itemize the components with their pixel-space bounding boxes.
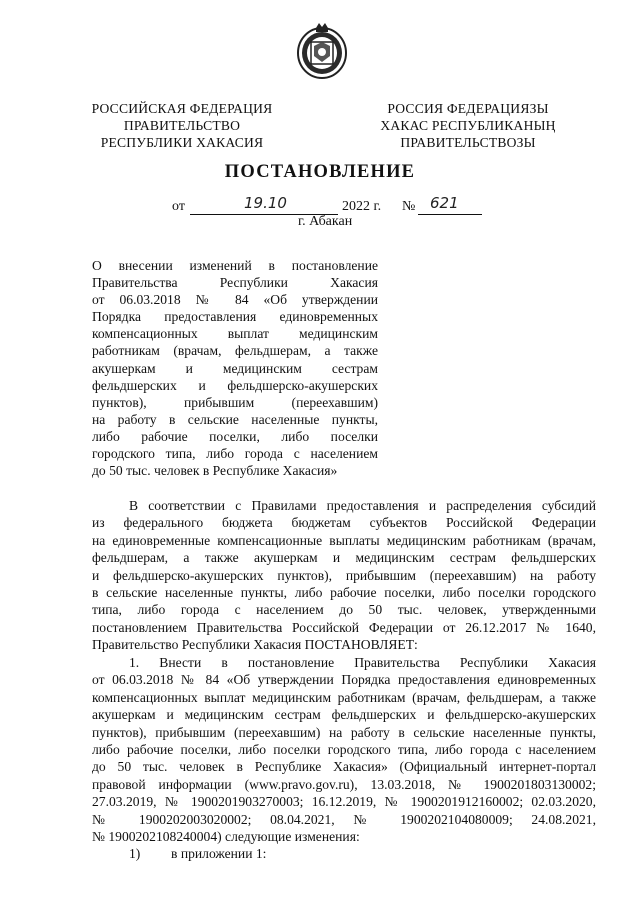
subject-line: до 50 тыс. человек в Республике Хакасия»	[92, 463, 338, 479]
subject-line: компенсационных выплат медицинским	[92, 326, 378, 342]
date-handwritten: 19.10	[244, 194, 287, 212]
clause-line: от 06.03.2018 № 84 «Об утверждении Порядка предоставления единовременных	[92, 672, 596, 688]
preamble-paragraph	[92, 497, 596, 654]
number-underline	[418, 214, 482, 215]
preamble-line: В соответствии с Правилами предоставления и распределения субсидий	[129, 498, 596, 513]
header-right-line: ПРАВИТЕЛЬСТВОЗЫ	[400, 135, 536, 150]
subject-line: от 06.03.2018 № 84 «Об утверждении	[92, 292, 378, 308]
clause-1-paragraph	[92, 654, 596, 845]
preamble-line: фельдшерам, а также акушеркам и медицинским сестрам фельдшерских	[92, 550, 596, 566]
preamble-line: типа, либо города с населением до 50 тыс. человек, утвержденными	[92, 602, 596, 618]
clause-line: пунктов), прибывшим (переехавшим) на работу в сельские населенные пункты,	[92, 724, 596, 740]
subject-block	[92, 257, 378, 479]
preamble-line: постановлением Правительства Российской Федерации от 26.12.2017 № 1640,	[92, 619, 596, 635]
clause-line: компенсационных выплат медицинским работникам (врачам, фельдшерам, а также	[92, 689, 596, 705]
subject-line: акушеркам и медицинским сестрам	[92, 360, 378, 376]
clause-line: правовой информации (www.pravo.gov.ru), 13.03.2018, № 1900201803130002;	[92, 776, 596, 792]
header-right-line: РОССИЯ ФЕДЕРАЦИЯЗЫ	[387, 101, 549, 116]
clause-line: № 1900202003020002; 08.04.2021, № 1900202104080009; 24.08.2021,	[92, 811, 596, 827]
clause-line: акушеркам и медицинским сестрам фельдшерских и фельдшерско-акушерских	[92, 707, 596, 723]
number-handwritten: 621	[430, 194, 459, 212]
preamble-line: и фельдшерско-акушерских пунктов), прибывшим (переехавшим) на работу	[92, 567, 596, 583]
clause-line: 27.03.2019, № 1900201903270003; 16.12.2019, № 1900201912160002; 02.03.2020,	[92, 794, 596, 810]
preamble-line: из федерального бюджета бюджетам субъектов Российской Федерации	[92, 515, 596, 531]
preamble-line: на единовременные компенсационные выплаты медицинским работникам (врачам,	[92, 532, 596, 548]
subject-line: пунктов), прибывшим (переехавшим)	[92, 394, 378, 410]
subject-line: либо рабочие поселки, либо поселки	[92, 428, 378, 444]
header-left-line: ПРАВИТЕЛЬСТВО	[123, 118, 241, 133]
city: г. Абакан	[298, 214, 353, 229]
subject-line: Правительства Республики Хакасия	[92, 275, 378, 291]
subject-line: фельдшерских и фельдшерско-акушерских	[92, 377, 378, 393]
subclause-number: 1)	[129, 846, 141, 861]
year-text: 2022 г.	[342, 199, 382, 214]
clause-line: до 50 тыс. человек в Республике Хакасия» (Официальный интернет-портал	[92, 759, 596, 775]
date-prefix: от	[172, 199, 185, 214]
coat-of-arms-emblem	[294, 22, 350, 80]
header-left-line: РЕСПУБЛИКИ ХАКАСИЯ	[100, 135, 264, 150]
preamble-line: Правительство Республики Хакасия ПОСТАНОВЛЯЕТ:	[92, 637, 418, 653]
header-left	[82, 100, 282, 151]
header-left-line: РОССИЙСКАЯ ФЕДЕРАЦИЯ	[91, 101, 273, 116]
subject-line: на работу в сельские населенные пункты,	[92, 411, 378, 427]
header-right	[378, 100, 558, 151]
clause-line: № 1900202108240004) следующие изменения:	[92, 829, 360, 845]
clause-line: 1. Внести в постановление Правительства Республики Хакасия	[129, 655, 596, 670]
subject-line: городского типа, либо города с населением	[92, 446, 378, 462]
subject-line: О внесении изменений в постановление	[92, 258, 378, 273]
subject-line: работникам (врачам, фельдшерам, а также	[92, 343, 378, 359]
header-right-line: ХАКАС РЕСПУБЛИКАНЫҢ	[380, 118, 556, 133]
preamble-line: в сельские населенные пункты, либо рабочие поселки, либо поселки городского	[92, 585, 596, 601]
subject-line: Порядка предоставления единовременных	[92, 309, 378, 325]
subclause-text: в приложении 1:	[171, 846, 267, 861]
document-type-title: ПОСТАНОВЛЕНИЕ	[224, 162, 416, 182]
clause-line: либо рабочие поселки, либо поселки городского типа, либо города с населением	[92, 742, 596, 758]
number-prefix: №	[402, 199, 416, 214]
